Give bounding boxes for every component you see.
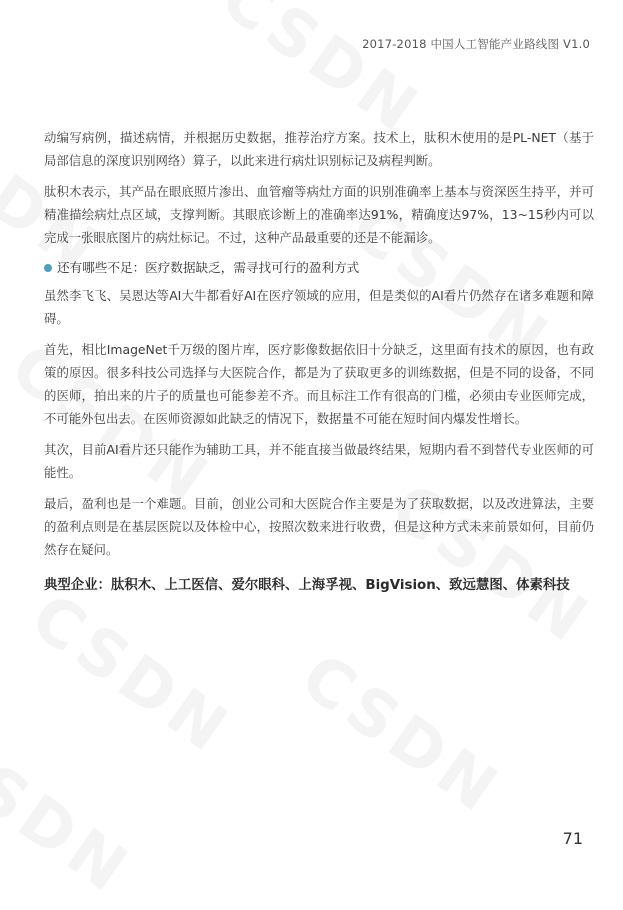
watermark-csdn [0, 720, 144, 910]
bullet-dot-icon [44, 264, 52, 272]
section-heading-text: 还有哪些不足：医疗数据缺乏，需寻找可行的盈利方式 [57, 260, 360, 275]
typical-companies: 典型企业：肽积木、上工医信、爱尔眼科、上海孚视、BigVision、致远慧图、体素科技 [44, 578, 570, 593]
watermark-csdn [288, 640, 515, 830]
section-heading [44, 257, 594, 279]
paragraph: 其次，目前AI看片还只能作为辅助工具，并不能直接当做最终结果，短期内看不到替代专业医师的可能性。 [44, 442, 594, 480]
page-number: 71 [562, 829, 583, 848]
paragraph: 动编写病例，描述病情，并根据历史数据，推荐治疗方案。技术上，肽积木使用的是PL-NET（基于局部信息的深度识别网络）算子，以此来进行病灶识别标记及病程判断。 [44, 130, 594, 168]
page-header-title: 2017-2018 中国人工智能产业路线图 V1.0 [362, 37, 590, 51]
main-content [44, 126, 594, 597]
paragraph: 肽积木表示，其产品在眼底照片渗出、血管瘤等病灶方面的识别准确率上基本与资深医生持平，并可精准描绘病灶点区域，支撑判断。其眼底诊断上的准确率达91%，精确度达97%，13~15秒内可以完成一张眼底图片的病灶标记。不过，这种产品最重要的还是不能漏诊。 [44, 184, 594, 245]
paragraph: 虽然李飞飞、吴恩达等AI大牛都看好AI在医疗领域的应用，但是类似的AI看片仍然存在诸多难题和障碍。 [44, 288, 594, 326]
paragraph: 最后，盈利也是一个难题。目前，创业公司和大医院合作主要是为了获取数据，以及改进算法，主要的盈利点则是在基层医院以及体检中心，按照次数来进行收费，但是这种方式未来前景如何，目前仍然存在疑问。 [44, 496, 594, 557]
watermark-csdn [18, 580, 245, 770]
paragraph: 首先，相比ImageNet千万级的图片库，医疗影像数据依旧十分缺乏，这里面有技术的原因，也有政策的原因。很多科技公司选择与大医院合作，都是为了获取更多的训练数据，但是不同的设备，不同的医师，拍出来的片子的质量也可能参差不齐。而且标注工作有很高的门槛，必须由专业医师完成，不可能外包出去。在医师资源如此缺乏的情况下，数据量不可能在短时间内爆发性增长。 [44, 342, 594, 426]
